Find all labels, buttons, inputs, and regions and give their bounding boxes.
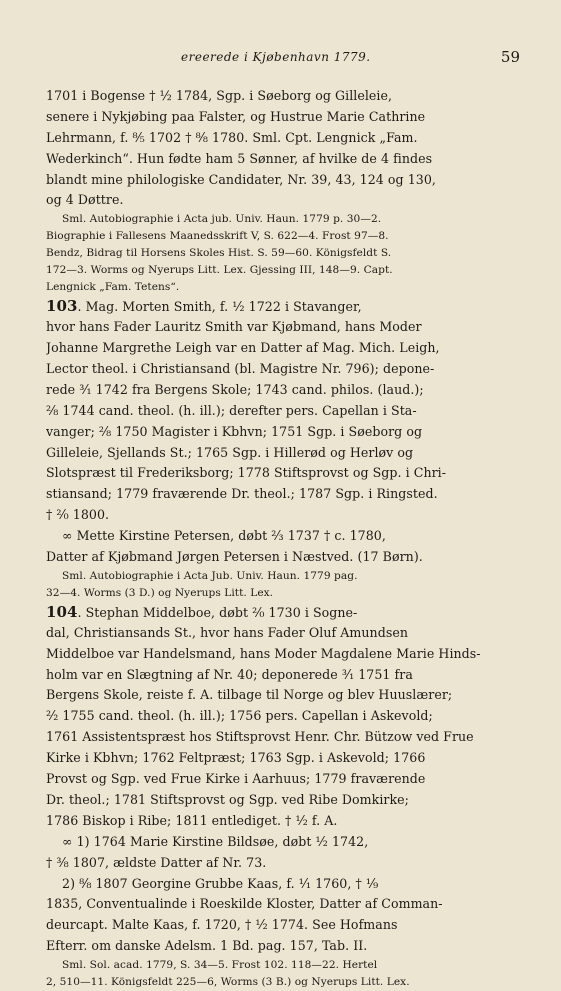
running-title: ereerede i Kjøbenhavn 1779.	[181, 50, 371, 64]
text-line: hvor hans Fader Lauritz Smith var Kjøbmand, hans Moder	[46, 319, 422, 335]
reference-line: 172—3. Worms og Nyerups Litt. Lex. Gjessing III, 148—9. Capt.	[46, 264, 393, 277]
text-line: 1835, Conventualinde i Roeskilde Kloster, Datter af Comman-	[46, 896, 443, 912]
text-line: ∞ 1) 1764 Marie Kirstine Bildsøe, døbt ¹⁄₂ 1742,	[62, 833, 369, 849]
text-line: Lector theol. i Christiansand (bl. Magistre Nr. 796); depone-	[46, 361, 435, 377]
text-line: ∞ Mette Kirstine Petersen, døbt ²⁄₃ 1737 † c. 1780,	[62, 528, 386, 544]
reference-line: Sml. Autobiographie i Acta Jub. Univ. Haun. 1779 pag.	[62, 569, 358, 582]
text-line: † ³⁄₈ 1807, ældste Datter af Nr. 73.	[46, 854, 267, 870]
reference-line: Sml. Sol. acad. 1779, S. 34—5. Frost 102. 118—22. Hertel	[62, 959, 378, 972]
text-line: rede ³⁄₁ 1742 fra Bergens Skole; 1743 cand. philos. (laud.);	[46, 381, 424, 397]
text-line: dal, Christiansands St., hvor hans Fader Oluf Amundsen	[46, 624, 409, 640]
entry-104	[46, 602, 506, 991]
text-line: Bergens Skole, reiste f. A. tilbage til Norge og blev Huuslærer;	[46, 687, 453, 703]
text-line: senere i Nykjøbing paa Falster, og Hustrue Marie Cathrine	[46, 108, 426, 124]
text-line: Datter af Kjøbmand Jørgen Petersen i Næstved. (17 Børn).	[46, 549, 423, 565]
reference-line: 32—4. Worms (3 D.) og Nyerups Litt. Lex.	[46, 586, 274, 599]
entry-number: 103	[46, 297, 78, 316]
entry-103	[46, 296, 506, 602]
entry-heading-text: . Mag. Morten Smith, f. ¹⁄₂ 1722 i Stavanger,	[77, 299, 362, 315]
reference-line: 2, 510—11. Königsfeldt 225—6, Worms (3 B.) og Nyerups Litt. Lex.	[46, 976, 410, 989]
text-line: † ²⁄₀ 1800.	[46, 507, 110, 523]
reference-line: Biographie i Fallesens Maanedsskrift V, S. 622—4. Frost 97—8.	[46, 230, 389, 243]
text-line: vanger; ²⁄₈ 1750 Magister i Kbhvn; 1751 Sgp. i Søeborg og	[46, 423, 423, 439]
text-line: Kirke i Kbhvn; 1762 Feltpræst; 1763 Sgp. i Askevold; 1766	[46, 750, 426, 766]
text-line: Gilleleie, Sjellands St.; 1765 Sgp. i Hillerød og Herløv og	[46, 444, 414, 460]
text-line: deurcapt. Malte Kaas, f. 1720, † ¹⁄₂ 1774. See Hofmans	[46, 917, 398, 933]
reference-line: Lengnick „Fam. Tetens“.	[46, 281, 180, 294]
text-line: Wederkinch“. Hun fødte ham 5 Sønner, af hvilke de 4 findes	[46, 150, 433, 166]
text-line: Efterr. om danske Adelsm. 1 Bd. pag. 157, Tab. II.	[46, 938, 368, 954]
entry-heading-text: . Stephan Middelboe, døbt ²⁄₀ 1730 i Sogne-	[77, 604, 358, 620]
reference-line: Bendz, Bidrag til Horsens Skoles Hist. S. 59—60. Königsfeldt S.	[46, 247, 392, 260]
entry-heading-line	[46, 296, 506, 317]
text-line: 1786 Biskop i Ribe; 1811 entlediget. † ¹⁄₂ f. A.	[46, 812, 338, 828]
text-line: ²⁄₂ 1755 cand. theol. (h. ill.); 1756 pers. Capellan i Askevold;	[46, 708, 433, 724]
text-line: ²⁄₈ 1744 cand. theol. (h. ill.); derefter pers. Capellan i Sta-	[46, 402, 417, 418]
book-page	[46, 0, 520, 989]
entry-continued	[46, 86, 506, 296]
text-line: Provst og Sgp. ved Frue Kirke i Aarhuus; 1779 fraværende	[46, 771, 426, 787]
entry-heading-line	[46, 602, 506, 623]
text-line: blandt mine philologiske Candidater, Nr. 39, 43, 124 og 130,	[46, 171, 436, 187]
text-line: holm var en Slægtning af Nr. 40; deponerede ³⁄₁ 1751 fra	[46, 666, 413, 682]
text-line: 1761 Assistentspræst hos Stiftsprovst Henr. Chr. Bützow ved Frue	[46, 729, 474, 745]
text-line: Dr. theol.; 1781 Stiftsprovst og Sgp. ved Ribe Domkirke;	[46, 791, 409, 807]
reference-line: Sml. Autobiographie i Acta jub. Univ. Haun. 1779 p. 30—2.	[62, 213, 382, 226]
text-line: Middelboe var Handelsmand, hans Moder Magdalene Marie Hinds-	[46, 645, 481, 661]
text-line: 1701 i Bogense † ½ 1784, Sgp. i Søeborg og Gilleleie,	[46, 88, 393, 103]
text-line: stiansand; 1779 fraværende Dr. theol.; 1787 Sgp. i Ringsted.	[46, 486, 438, 502]
text-line: og 4 Døttre.	[46, 192, 124, 208]
running-head	[46, 48, 520, 68]
text-line: Johanne Margrethe Leigh var en Datter af Mag. Mich. Leigh,	[46, 340, 440, 356]
entry-number: 104	[46, 602, 78, 621]
text-line: Slotspræst til Frederiksborg; 1778 Stiftsprovst og Sgp. i Chri-	[46, 465, 447, 481]
page-number: 59	[500, 48, 520, 66]
body-text	[46, 86, 506, 991]
text-line: Lehrmann, f. ⁸⁄₅ 1702 † ⁸⁄₈ 1780. Sml. Cpt. Lengnick „Fam.	[46, 129, 418, 145]
text-line: 2) ⁸⁄₈ 1807 Georgine Grubbe Kaas, f. ¹⁄₁ 1760, † ¹⁄₉	[62, 875, 379, 891]
